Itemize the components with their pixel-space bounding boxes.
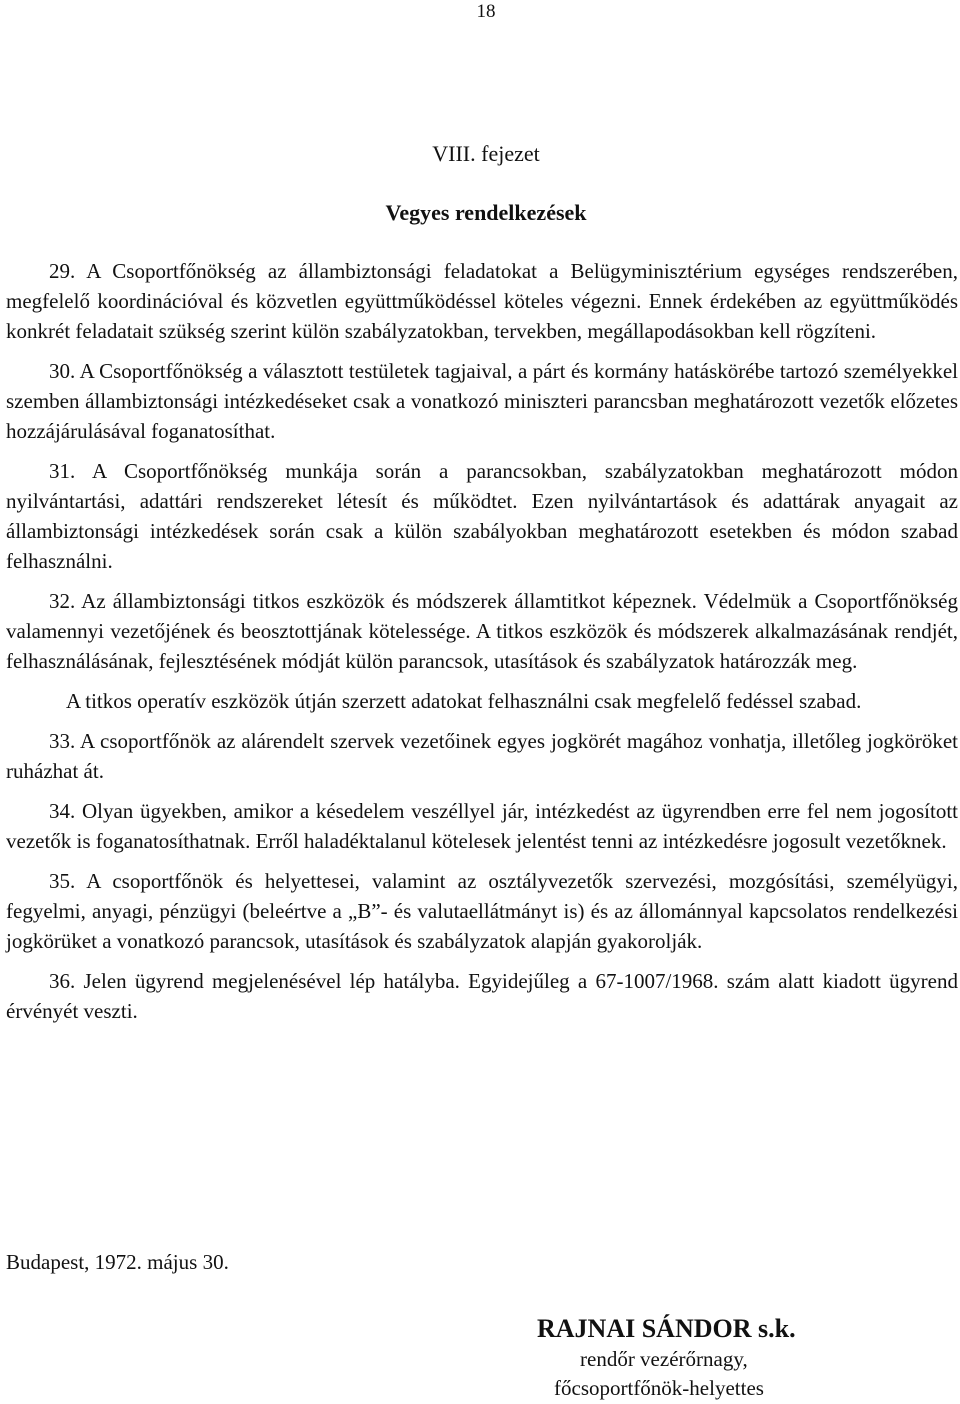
signatory-title: főcsoportfőnök-helyettes [554,1376,764,1400]
paragraph-33: 33. A csoportfőnök az alárendelt szervek vezetőinek egyes jogkörét magához vonhatja, illetőleg jogköröket ruházhat át. [6,729,958,783]
paragraph-30: 30. A Csoportfőnökség a választott testületek tagjaival, a párt és kormány hatáskörébe tartozó személyekkel szemben állambiztonsági intézkedéseket csak a vonatkozó miniszteri parancsban meghatározott vezetők előzetes hozzájárulásával foganatosíthat. [6,359,958,443]
document-page [6,0,958,1404]
paragraph-34: 34. Olyan ügyekben, amikor a késedelem veszéllyel jár, intézkedést az ügyrendben erre fel nem jogosított vezetők is foganatosíthatnak. Erről haladéktalanul kötelesek jelentést tenni az intézkedésre jogosult vezetőknek. [6,799,958,853]
paragraph-35: 35. A csoportfőnök és helyettesei, valamint az osztályvezetők szervezési, mozgósítási, személyügyi, fegyelmi, anyagi, pénzügyi (beleértve a „B”- és valutaellátmányt is) és az állománnyal kapcsolatos rendelkezési jogkörüket a vonatkozó parancsok, utasítások és szabályzatok alapján gyakorolják. [6,869,958,953]
signatory-rank: rendőr vezérőrnagy, [580,1347,748,1371]
paragraph-32-continued: A titkos operatív eszközök útján szerzett adatokat felhasználni csak megfelelő fedéssel szabad. [66,689,862,713]
document-body [6,256,958,1026]
page-number: 18 [476,1,496,22]
signature-block [526,1313,866,1403]
paragraph-31: 31. A Csoportfőnökség munkája során a parancsokban, szabályzatokban meghatározott módon nyilvántartási, adattári rendszereket létesít és működtet. Ezen nyilvántartások és adattárak anyagait az állambiztonsági intézkedések során csak a külön szabályokban meghatározott esetekben és módon szabad felhasználni. [6,459,958,573]
paragraph-32: 32. Az állambiztonsági titkos eszközök és módszerek államtitkot képeznek. Védelmük a Csoportfőnökség valamennyi vezetőjének és beosztottjának kötelessége. A titkos eszközök és módszerek alkalmazásának rendjét, felhasználásának, fejlesztésének módját külön parancsok, utasítások és szabályzatok határozzák meg. [6,589,958,673]
dateline: Budapest, 1972. május 30. [6,1250,229,1274]
chapter-heading: VIII. fejezet [432,141,540,166]
section-title: Vegyes rendelkezések [385,200,587,225]
paragraph-36: 36. Jelen ügyrend megjelenésével lép hatályba. Egyidejűleg a 67-1007/1968. szám alatt kiadott ügyrend érvényét veszti. [6,969,958,1023]
signatory-name: RAJNAI SÁNDOR s.k. [537,1314,796,1343]
paragraph-29: 29. A Csoportfőnökség az állambiztonsági feladatokat a Belügyminisztérium egységes rendszerében, megfelelő koordinációval és közvetlen együttműködéssel köteles végezni. Ennek érdekében az együttműködés konkrét feladatait szükség szerint külön szabályzatokban, tervekben, megállapodásokban kell rögzíteni. [6,259,958,343]
